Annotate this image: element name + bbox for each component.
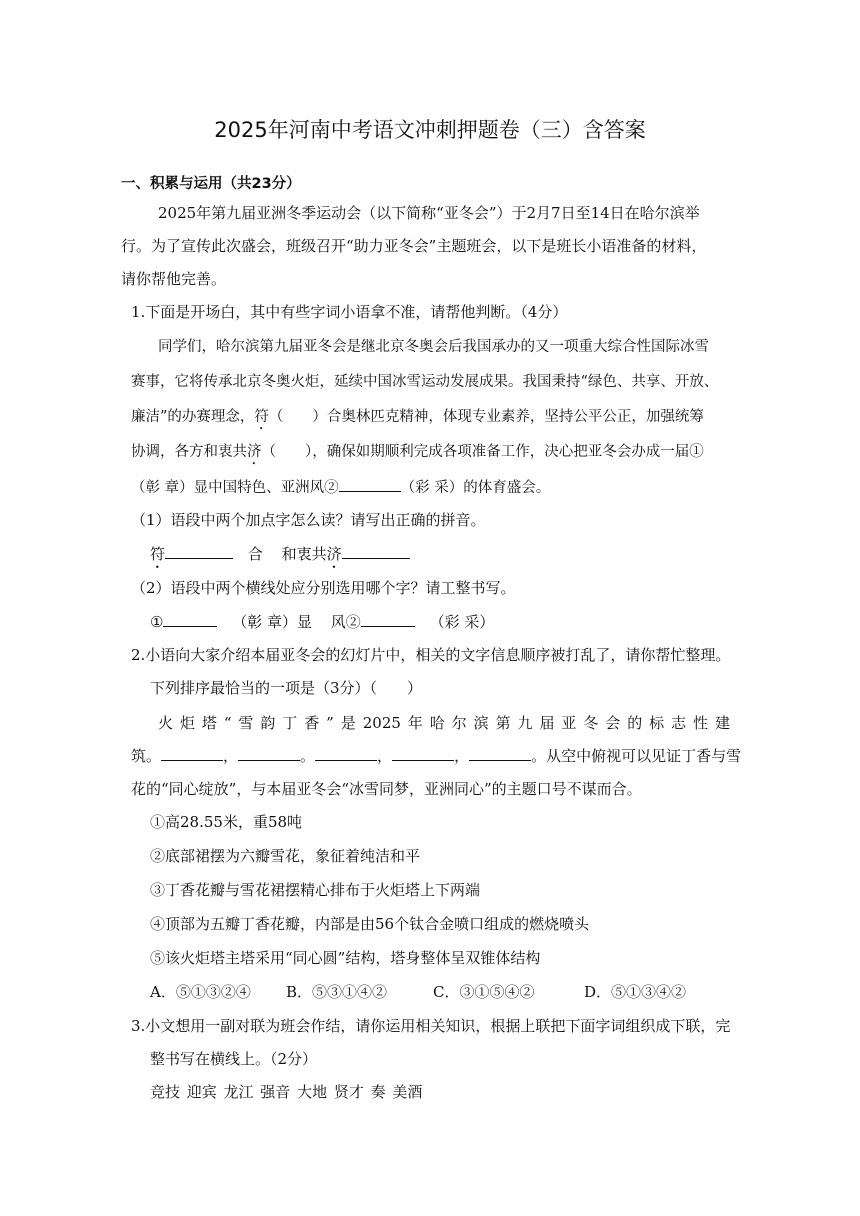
- sub2a-opt: （彰 章）显: [232, 613, 313, 631]
- order-blank-3[interactable]: [315, 746, 377, 761]
- q2-passage-line-2: 筑。 ， 。 ， ， 。从空中俯视可以见证丁香与雪: [131, 747, 742, 765]
- intro-line-2: 行。为了宣传此次盛会，班级召开“助力亚冬会”主题班会，以下是班长小语准备的材料，: [121, 237, 707, 255]
- q2-p2-text-a: 筑。: [131, 747, 162, 765]
- sub2b-pre: 风②: [330, 613, 361, 631]
- q2-item-5: ⑤该火炬塔主塔采用“同心圆”结构，塔身整体呈双锥体结构: [150, 949, 541, 967]
- q1-passage-line-3: [131, 407, 704, 433]
- q2-item-4: ④顶部为五瓣丁香花瓣，内部是由56个钛合金喷口组成的燃烧喷头: [150, 915, 590, 933]
- order-blank-4[interactable]: [392, 746, 454, 761]
- q2-passage-line-1: 火炬塔“雪韵丁香”是2025年哈尔滨第九届亚冬会的标志性建: [158, 714, 730, 732]
- sub1a-rest: 合: [247, 545, 263, 563]
- q1-p5-text-a: （彰 章）显中国特色、亚洲风②: [131, 480, 339, 496]
- page-title: 2025年河南中考语文冲刺押题卷（三）含答案: [214, 118, 646, 142]
- q1-p3-text-a: 廉洁”的办赛理念，: [131, 409, 255, 425]
- q3-stem-2: 整书写在横线上。（2分）: [150, 1050, 318, 1068]
- q1-sub1-answers: [150, 544, 410, 572]
- q2-passage-line-3: 花的“同心绽放”，与本届亚冬会“冰雪同梦，亚洲同心”的主题口号不谋而合。: [131, 780, 642, 798]
- q1-sub2-answers: [150, 612, 494, 632]
- pinyin-blank-fu[interactable]: [165, 544, 233, 559]
- q1-p4-text-a: 协调，各方和衷共: [131, 444, 247, 460]
- q1-sub1: （1）语段中两个加点字怎么读？请写出正确的拼音。: [131, 511, 486, 529]
- q2-option-b[interactable]: B．⑤③①④②: [286, 983, 388, 1001]
- q1-p4-text-b: （ ），确保如期顺利完成各项准备工作，决心把亚冬会办成一届①: [261, 444, 704, 460]
- answer-blank-2[interactable]: [339, 477, 401, 492]
- intro-line-3: 请你帮他完善。: [121, 270, 227, 288]
- q2-p2-text-b: 。从空中俯视可以见证丁香与雪: [531, 747, 742, 765]
- pinyin-blank-ji[interactable]: [342, 544, 410, 559]
- q3-stem-1: 3.小文想用一副对联为班会作结，请你运用相关知识，根据上联把下面字词组织成下联，完: [131, 1017, 731, 1035]
- sub2b-opt: （彩 采）: [429, 613, 495, 631]
- q1-stem: 1.下面是开场白，其中有些字词小语拿不准，请帮他判断。（4分）: [131, 303, 568, 321]
- q1-passage-line-5: [131, 477, 550, 498]
- order-blank-2[interactable]: [238, 746, 300, 761]
- q2-option-a[interactable]: A．⑤①③②④: [150, 983, 251, 1001]
- q1-p5-text-b: （彩 采）的体育盛会。: [400, 480, 551, 496]
- intro-line-1: 2025年第九届亚洲冬季运动会（以下简称“亚冬会”）于2月7日至14日在哈尔滨举: [158, 204, 700, 222]
- order-blank-5[interactable]: [469, 746, 531, 761]
- sub1b-pre: 和衷共: [281, 545, 327, 563]
- dotted-char-ji-answer: 济: [326, 545, 342, 563]
- q2-item-1: ①高28.55米，重58吨: [150, 813, 303, 831]
- q1-passage-line-2: 赛事，它将传承北京冬奥火炬，延续中国冰雪运动发展成果。我国秉持“绿色、共享、开放、: [131, 374, 719, 390]
- char-blank-1[interactable]: [163, 612, 217, 627]
- q1-passage-line-4: [131, 442, 704, 468]
- dotted-char-ji: 济: [247, 444, 262, 460]
- q2-option-d[interactable]: D．⑤①③④②: [584, 983, 687, 1001]
- q2-stem-2: 下列排序最恰当的一项是（3分）（ ）: [150, 679, 423, 697]
- q1-passage-line-1: 同学们，哈尔滨第九届亚冬会是继北京冬奥会后我国承办的又一项重大综合性国际冰雪: [158, 339, 709, 355]
- sub2a-num: ①: [150, 613, 164, 631]
- order-blank-1[interactable]: [161, 746, 223, 761]
- q1-sub2: （2）语段中两个横线处应分别选用哪个字？请工整书写。: [131, 579, 516, 597]
- section-heading: 一、积累与运用（共23分）: [121, 176, 301, 192]
- char-blank-2[interactable]: [361, 612, 415, 627]
- q1-p3-text-b: （ ）合奥林匹克精神，体现专业素养，坚持公平公正，加强统筹: [268, 409, 704, 425]
- q2-item-3: ③丁香花瓣与雪花裙摆精心排布于火炬塔上下两端: [150, 881, 481, 899]
- dotted-char-fu-answer: 符: [150, 545, 166, 563]
- dotted-char-fu: 符: [254, 409, 269, 425]
- q2-option-c[interactable]: C．③①⑤④②: [433, 983, 535, 1001]
- q2-item-2: ②底部裙摆为六瓣雪花，象征着纯洁和平: [150, 847, 421, 865]
- q3-word-bank: 竞技 迎宾 龙江 强音 大地 贤才 奏 美酒: [150, 1083, 423, 1101]
- q2-stem: 2.小语向大家介绍本届亚冬会的幻灯片中，相关的文字信息顺序被打乱了，请你帮忙整理。: [131, 646, 731, 664]
